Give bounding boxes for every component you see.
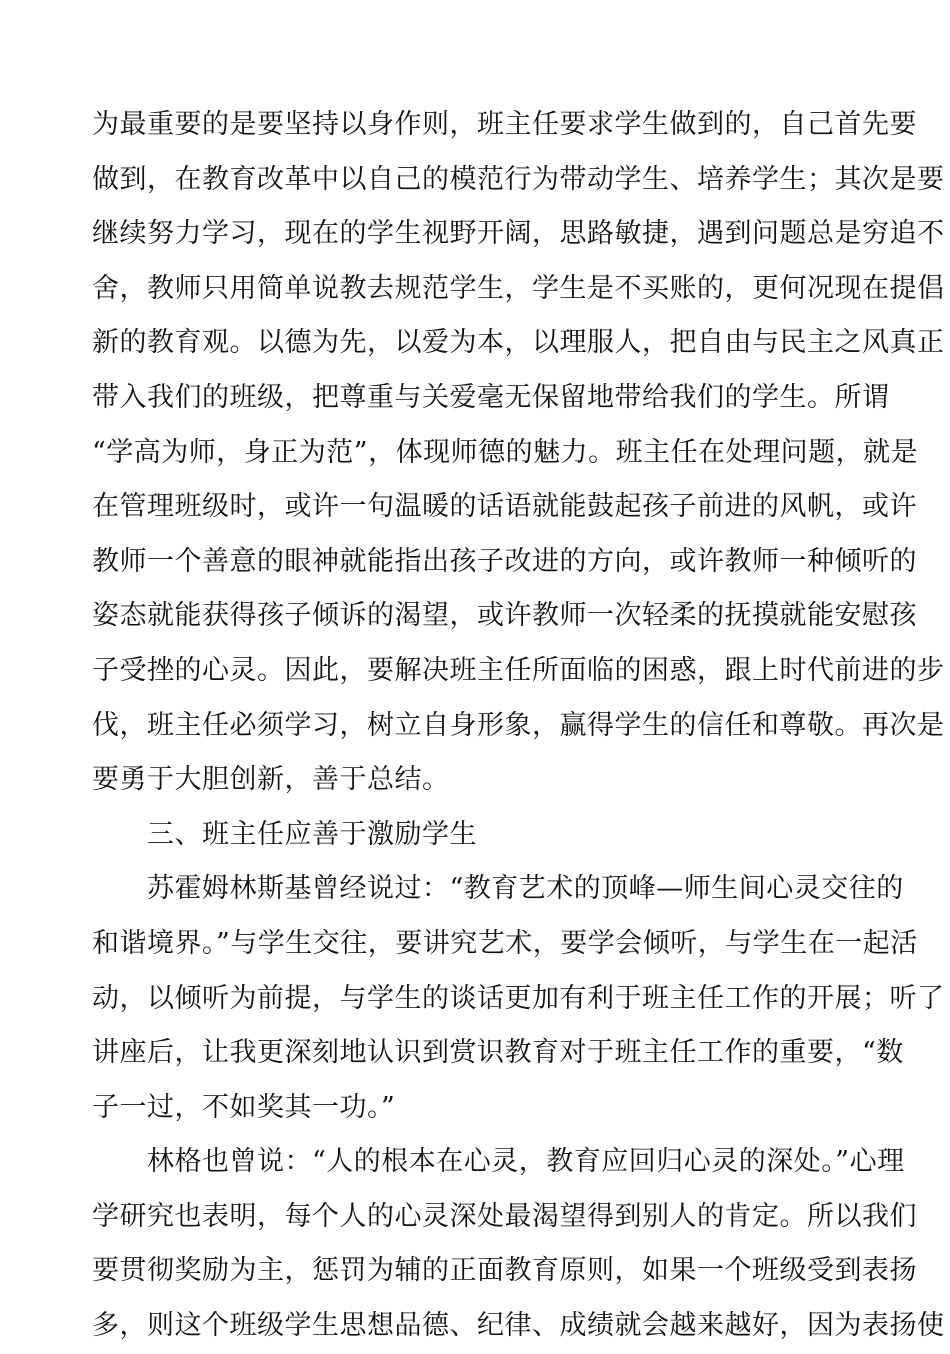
text-line: 学研究也表明，每个人的心灵深处最渴望得到别人的肯定。所以我们 [92,1200,917,1232]
text-line: 子一过，不如奖其一功。” [92,1091,396,1123]
text-line: 带入我们的班级，把尊重与关爱毫无保留地带给我们的学生。所谓 [92,381,890,413]
text-line: “学高为师，身正为范”，体现师德的魅力。班主任在处理问题，就是 [92,436,919,468]
text-line: 要勇于大胆创新，善于总结。 [92,764,450,796]
text-line: 姿态就能获得孩子倾诉的渴望，或许教师一次轻柔的抚摸就能安慰孩 [92,600,917,632]
text-line: 林格也曾说：“人的根本在心灵，教育应回归心灵的深处。”心理 [147,1146,905,1178]
body-text [92,98,945,1354]
text-line: 和谐境界。”与学生交往，要讲究艺术，要学会倾听，与学生在一起活 [92,927,918,959]
text-line: 舍，教师只用简单说教去规范学生，学生是不买账的，更何况现在提倡 [92,272,945,304]
text-line: 为最重要的是要坚持以身作则，班主任要求学生做到的，自己首先要 [92,109,917,140]
text-line: 要贯彻奖励为主，惩罚为辅的正面教育原则，如果一个班级受到表扬 [92,1255,917,1287]
section-heading: 三、班主任应善于激励学生 [147,818,477,850]
text-line: 在管理班级时，或许一句温暖的话语就能鼓起孩子前进的风帆，或许 [92,491,917,523]
text-line: 子受挫的心灵。因此，要解决班主任所面临的困惑，跟上时代前进的步 [92,654,945,686]
text-line: 动，以倾听为前提，与学生的谈话更加有利于班主任工作的开展；听了 [92,982,945,1014]
text-line: 继续努力学习，现在的学生视野开阔，思路敏捷，遇到问题总是穷追不 [92,218,945,250]
text-line: 多，则这个班级学生思想品德、纪律、成绩就会越来越好，因为表扬使 [92,1310,945,1342]
text-line: 伐，班主任必须学习，树立自身形象，赢得学生的信任和尊敬。再次是 [92,709,945,741]
text-line: 教师一个善意的眼神就能指出孩子改进的方向，或许教师一种倾听的 [92,545,917,577]
text-line: 做到，在教育改革中以自己的模范行为带动学生、培养学生；其次是要 [92,163,945,195]
text-line: 讲座后，让我更深刻地认识到赏识教育对于班主任工作的重要，“数 [92,1037,904,1069]
text-line: 新的教育观。以德为先，以爱为本，以理服人，把自由与民主之风真正 [92,327,945,359]
text-line: 苏霍姆林斯基曾经说过：“教育艺术的顶峰—师生间心灵交往的 [147,873,904,905]
